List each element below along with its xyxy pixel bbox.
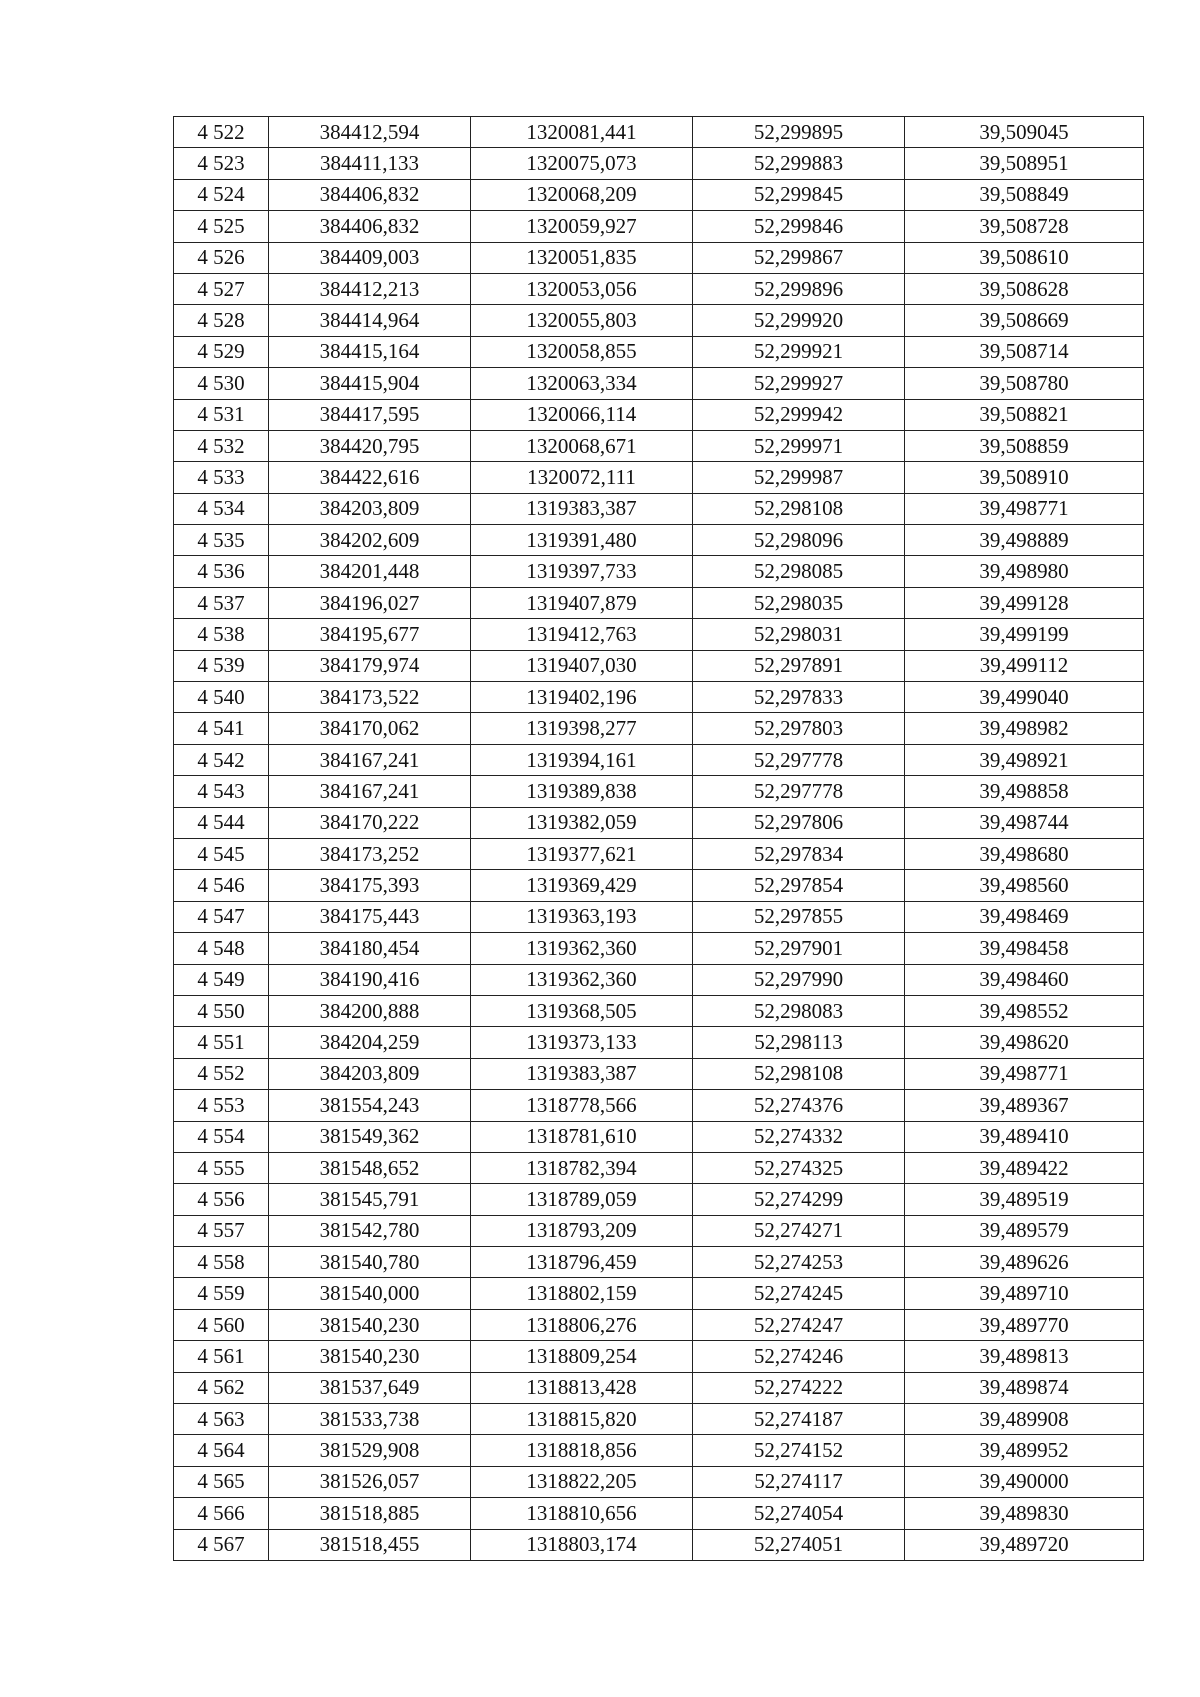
table-row: [174, 556, 1144, 587]
point-number-cell: 4 543: [174, 776, 269, 807]
longitude-cell: 39,499112: [905, 650, 1144, 681]
latitude-cell: 52,299867: [693, 242, 905, 273]
y-coordinate-cell: 1318822,205: [471, 1466, 693, 1497]
latitude-cell: 52,274187: [693, 1404, 905, 1435]
y-coordinate-cell: 1318802,159: [471, 1278, 693, 1309]
table-row: [174, 462, 1144, 493]
table-row: [174, 242, 1144, 273]
longitude-cell: 39,498771: [905, 1058, 1144, 1089]
latitude-cell: 52,274054: [693, 1498, 905, 1529]
y-coordinate-cell: 1319369,429: [471, 870, 693, 901]
table-row: [174, 273, 1144, 304]
longitude-cell: 39,489410: [905, 1121, 1144, 1152]
latitude-cell: 52,298085: [693, 556, 905, 587]
longitude-cell: 39,489908: [905, 1404, 1144, 1435]
table-row: [174, 964, 1144, 995]
x-coordinate-cell: 384412,213: [269, 273, 471, 304]
x-coordinate-cell: 381548,652: [269, 1152, 471, 1183]
longitude-cell: 39,498921: [905, 744, 1144, 775]
y-coordinate-cell: 1320068,671: [471, 430, 693, 461]
x-coordinate-cell: 384170,062: [269, 713, 471, 744]
point-number-cell: 4 551: [174, 1027, 269, 1058]
y-coordinate-cell: 1319383,387: [471, 1058, 693, 1089]
x-coordinate-cell: 381518,455: [269, 1529, 471, 1560]
x-coordinate-cell: 384201,448: [269, 556, 471, 587]
x-coordinate-cell: 381542,780: [269, 1215, 471, 1246]
y-coordinate-cell: 1318818,856: [471, 1435, 693, 1466]
point-number-cell: 4 527: [174, 273, 269, 304]
longitude-cell: 39,508951: [905, 148, 1144, 179]
point-number-cell: 4 559: [174, 1278, 269, 1309]
latitude-cell: 52,297855: [693, 901, 905, 932]
point-number-cell: 4 522: [174, 117, 269, 148]
point-number-cell: 4 525: [174, 211, 269, 242]
latitude-cell: 52,274299: [693, 1184, 905, 1215]
latitude-cell: 52,297833: [693, 682, 905, 713]
x-coordinate-cell: 384190,416: [269, 964, 471, 995]
y-coordinate-cell: 1318781,610: [471, 1121, 693, 1152]
latitude-cell: 52,298035: [693, 587, 905, 618]
table-row: [174, 1090, 1144, 1121]
table-row: [174, 1278, 1144, 1309]
y-coordinate-cell: 1318796,459: [471, 1247, 693, 1278]
y-coordinate-cell: 1318793,209: [471, 1215, 693, 1246]
x-coordinate-cell: 384202,609: [269, 525, 471, 556]
point-number-cell: 4 552: [174, 1058, 269, 1089]
x-coordinate-cell: 384179,974: [269, 650, 471, 681]
y-coordinate-cell: 1319368,505: [471, 995, 693, 1026]
table-row: [174, 682, 1144, 713]
x-coordinate-cell: 384415,164: [269, 336, 471, 367]
point-number-cell: 4 541: [174, 713, 269, 744]
longitude-cell: 39,508780: [905, 368, 1144, 399]
longitude-cell: 39,489720: [905, 1529, 1144, 1560]
point-number-cell: 4 524: [174, 179, 269, 210]
point-number-cell: 4 528: [174, 305, 269, 336]
longitude-cell: 39,498744: [905, 807, 1144, 838]
y-coordinate-cell: 1318813,428: [471, 1372, 693, 1403]
longitude-cell: 39,498680: [905, 838, 1144, 869]
y-coordinate-cell: 1320081,441: [471, 117, 693, 148]
point-number-cell: 4 553: [174, 1090, 269, 1121]
y-coordinate-cell: 1318778,566: [471, 1090, 693, 1121]
table-row: [174, 619, 1144, 650]
longitude-cell: 39,489579: [905, 1215, 1144, 1246]
table-row: [174, 807, 1144, 838]
longitude-cell: 39,508859: [905, 430, 1144, 461]
y-coordinate-cell: 1319363,193: [471, 901, 693, 932]
x-coordinate-cell: 384422,616: [269, 462, 471, 493]
table-row: [174, 148, 1144, 179]
longitude-cell: 39,508728: [905, 211, 1144, 242]
longitude-cell: 39,489874: [905, 1372, 1144, 1403]
point-number-cell: 4 557: [174, 1215, 269, 1246]
point-number-cell: 4 531: [174, 399, 269, 430]
table-row: [174, 1027, 1144, 1058]
point-number-cell: 4 565: [174, 1466, 269, 1497]
y-coordinate-cell: 1320051,835: [471, 242, 693, 273]
longitude-cell: 39,508610: [905, 242, 1144, 273]
point-number-cell: 4 563: [174, 1404, 269, 1435]
point-number-cell: 4 523: [174, 148, 269, 179]
y-coordinate-cell: 1319362,360: [471, 964, 693, 995]
table-row: [174, 1309, 1144, 1340]
point-number-cell: 4 536: [174, 556, 269, 587]
latitude-cell: 52,274245: [693, 1278, 905, 1309]
x-coordinate-cell: 384406,832: [269, 211, 471, 242]
table-row: [174, 368, 1144, 399]
x-coordinate-cell: 381540,230: [269, 1309, 471, 1340]
table-row: [174, 901, 1144, 932]
latitude-cell: 52,274051: [693, 1529, 905, 1560]
coordinates-table-body: [174, 117, 1144, 1561]
table-row: [174, 493, 1144, 524]
x-coordinate-cell: 384175,443: [269, 901, 471, 932]
y-coordinate-cell: 1320058,855: [471, 336, 693, 367]
x-coordinate-cell: 381518,885: [269, 1498, 471, 1529]
longitude-cell: 39,498889: [905, 525, 1144, 556]
y-coordinate-cell: 1319377,621: [471, 838, 693, 869]
latitude-cell: 52,298113: [693, 1027, 905, 1058]
x-coordinate-cell: 384173,252: [269, 838, 471, 869]
point-number-cell: 4 544: [174, 807, 269, 838]
x-coordinate-cell: 381533,738: [269, 1404, 471, 1435]
latitude-cell: 52,299971: [693, 430, 905, 461]
table-row: [174, 650, 1144, 681]
x-coordinate-cell: 381549,362: [269, 1121, 471, 1152]
y-coordinate-cell: 1320059,927: [471, 211, 693, 242]
longitude-cell: 39,498469: [905, 901, 1144, 932]
latitude-cell: 52,297891: [693, 650, 905, 681]
x-coordinate-cell: 384415,904: [269, 368, 471, 399]
point-number-cell: 4 530: [174, 368, 269, 399]
y-coordinate-cell: 1320066,114: [471, 399, 693, 430]
table-row: [174, 1215, 1144, 1246]
y-coordinate-cell: 1320075,073: [471, 148, 693, 179]
y-coordinate-cell: 1319402,196: [471, 682, 693, 713]
x-coordinate-cell: 384167,241: [269, 776, 471, 807]
point-number-cell: 4 566: [174, 1498, 269, 1529]
x-coordinate-cell: 384175,393: [269, 870, 471, 901]
x-coordinate-cell: 384170,222: [269, 807, 471, 838]
latitude-cell: 52,297901: [693, 933, 905, 964]
table-row: [174, 525, 1144, 556]
latitude-cell: 52,298031: [693, 619, 905, 650]
point-number-cell: 4 542: [174, 744, 269, 775]
y-coordinate-cell: 1319407,879: [471, 587, 693, 618]
longitude-cell: 39,508714: [905, 336, 1144, 367]
y-coordinate-cell: 1319389,838: [471, 776, 693, 807]
latitude-cell: 52,297990: [693, 964, 905, 995]
y-coordinate-cell: 1318782,394: [471, 1152, 693, 1183]
longitude-cell: 39,489422: [905, 1152, 1144, 1183]
y-coordinate-cell: 1319383,387: [471, 493, 693, 524]
latitude-cell: 52,298096: [693, 525, 905, 556]
latitude-cell: 52,274332: [693, 1121, 905, 1152]
latitude-cell: 52,299895: [693, 117, 905, 148]
y-coordinate-cell: 1318806,276: [471, 1309, 693, 1340]
y-coordinate-cell: 1318815,820: [471, 1404, 693, 1435]
longitude-cell: 39,489367: [905, 1090, 1144, 1121]
point-number-cell: 4 532: [174, 430, 269, 461]
x-coordinate-cell: 384204,259: [269, 1027, 471, 1058]
x-coordinate-cell: 384411,133: [269, 148, 471, 179]
latitude-cell: 52,298108: [693, 1058, 905, 1089]
y-coordinate-cell: 1318810,656: [471, 1498, 693, 1529]
point-number-cell: 4 562: [174, 1372, 269, 1403]
y-coordinate-cell: 1319373,133: [471, 1027, 693, 1058]
longitude-cell: 39,498458: [905, 933, 1144, 964]
x-coordinate-cell: 384167,241: [269, 744, 471, 775]
table-row: [174, 744, 1144, 775]
latitude-cell: 52,274253: [693, 1247, 905, 1278]
latitude-cell: 52,274222: [693, 1372, 905, 1403]
point-number-cell: 4 540: [174, 682, 269, 713]
longitude-cell: 39,498560: [905, 870, 1144, 901]
latitude-cell: 52,274152: [693, 1435, 905, 1466]
table-row: [174, 838, 1144, 869]
point-number-cell: 4 555: [174, 1152, 269, 1183]
latitude-cell: 52,274271: [693, 1215, 905, 1246]
x-coordinate-cell: 381540,000: [269, 1278, 471, 1309]
longitude-cell: 39,498620: [905, 1027, 1144, 1058]
x-coordinate-cell: 384180,454: [269, 933, 471, 964]
x-coordinate-cell: 384195,677: [269, 619, 471, 650]
x-coordinate-cell: 384203,809: [269, 1058, 471, 1089]
latitude-cell: 52,299942: [693, 399, 905, 430]
x-coordinate-cell: 381540,780: [269, 1247, 471, 1278]
table-row: [174, 870, 1144, 901]
table-row: [174, 933, 1144, 964]
x-coordinate-cell: 384409,003: [269, 242, 471, 273]
longitude-cell: 39,498460: [905, 964, 1144, 995]
x-coordinate-cell: 384203,809: [269, 493, 471, 524]
point-number-cell: 4 538: [174, 619, 269, 650]
longitude-cell: 39,509045: [905, 117, 1144, 148]
y-coordinate-cell: 1319407,030: [471, 650, 693, 681]
x-coordinate-cell: 384200,888: [269, 995, 471, 1026]
table-row: [174, 776, 1144, 807]
x-coordinate-cell: 381537,649: [269, 1372, 471, 1403]
point-number-cell: 4 564: [174, 1435, 269, 1466]
longitude-cell: 39,499040: [905, 682, 1144, 713]
table-row: [174, 1435, 1144, 1466]
latitude-cell: 52,299920: [693, 305, 905, 336]
longitude-cell: 39,498552: [905, 995, 1144, 1026]
y-coordinate-cell: 1320068,209: [471, 179, 693, 210]
table-row: [174, 1152, 1144, 1183]
latitude-cell: 52,299987: [693, 462, 905, 493]
x-coordinate-cell: 381529,908: [269, 1435, 471, 1466]
longitude-cell: 39,489813: [905, 1341, 1144, 1372]
longitude-cell: 39,489830: [905, 1498, 1144, 1529]
table-row: [174, 1184, 1144, 1215]
x-coordinate-cell: 381545,791: [269, 1184, 471, 1215]
point-number-cell: 4 548: [174, 933, 269, 964]
table-row: [174, 1372, 1144, 1403]
y-coordinate-cell: 1319412,763: [471, 619, 693, 650]
table-row: [174, 1058, 1144, 1089]
point-number-cell: 4 567: [174, 1529, 269, 1560]
latitude-cell: 52,274117: [693, 1466, 905, 1497]
y-coordinate-cell: 1318803,174: [471, 1529, 693, 1560]
latitude-cell: 52,274376: [693, 1090, 905, 1121]
latitude-cell: 52,298108: [693, 493, 905, 524]
y-coordinate-cell: 1318789,059: [471, 1184, 693, 1215]
point-number-cell: 4 547: [174, 901, 269, 932]
latitude-cell: 52,297806: [693, 807, 905, 838]
point-number-cell: 4 535: [174, 525, 269, 556]
point-number-cell: 4 560: [174, 1309, 269, 1340]
x-coordinate-cell: 381540,230: [269, 1341, 471, 1372]
longitude-cell: 39,499128: [905, 587, 1144, 618]
y-coordinate-cell: 1319382,059: [471, 807, 693, 838]
table-row: [174, 399, 1144, 430]
x-coordinate-cell: 384406,832: [269, 179, 471, 210]
y-coordinate-cell: 1319398,277: [471, 713, 693, 744]
longitude-cell: 39,489952: [905, 1435, 1144, 1466]
table-row: [174, 587, 1144, 618]
longitude-cell: 39,508669: [905, 305, 1144, 336]
point-number-cell: 4 539: [174, 650, 269, 681]
y-coordinate-cell: 1318809,254: [471, 1341, 693, 1372]
y-coordinate-cell: 1319397,733: [471, 556, 693, 587]
longitude-cell: 39,498858: [905, 776, 1144, 807]
point-number-cell: 4 533: [174, 462, 269, 493]
latitude-cell: 52,297803: [693, 713, 905, 744]
latitude-cell: 52,297834: [693, 838, 905, 869]
latitude-cell: 52,299896: [693, 273, 905, 304]
y-coordinate-cell: 1319394,161: [471, 744, 693, 775]
longitude-cell: 39,508910: [905, 462, 1144, 493]
latitude-cell: 52,274325: [693, 1152, 905, 1183]
latitude-cell: 52,274246: [693, 1341, 905, 1372]
table-row: [174, 430, 1144, 461]
point-number-cell: 4 545: [174, 838, 269, 869]
longitude-cell: 39,508628: [905, 273, 1144, 304]
x-coordinate-cell: 384196,027: [269, 587, 471, 618]
longitude-cell: 39,508821: [905, 399, 1144, 430]
x-coordinate-cell: 384414,964: [269, 305, 471, 336]
longitude-cell: 39,508849: [905, 179, 1144, 210]
x-coordinate-cell: 381554,243: [269, 1090, 471, 1121]
table-row: [174, 1121, 1144, 1152]
table-row: [174, 117, 1144, 148]
latitude-cell: 52,299883: [693, 148, 905, 179]
point-number-cell: 4 537: [174, 587, 269, 618]
latitude-cell: 52,297854: [693, 870, 905, 901]
table-row: [174, 336, 1144, 367]
latitude-cell: 52,298083: [693, 995, 905, 1026]
longitude-cell: 39,489770: [905, 1309, 1144, 1340]
point-number-cell: 4 554: [174, 1121, 269, 1152]
longitude-cell: 39,498982: [905, 713, 1144, 744]
latitude-cell: 52,297778: [693, 744, 905, 775]
table-row: [174, 995, 1144, 1026]
table-row: [174, 179, 1144, 210]
y-coordinate-cell: 1320053,056: [471, 273, 693, 304]
latitude-cell: 52,299921: [693, 336, 905, 367]
longitude-cell: 39,489710: [905, 1278, 1144, 1309]
x-coordinate-cell: 384420,795: [269, 430, 471, 461]
point-number-cell: 4 534: [174, 493, 269, 524]
coordinates-table: [173, 116, 1144, 1561]
latitude-cell: 52,297778: [693, 776, 905, 807]
table-row: [174, 1529, 1144, 1560]
x-coordinate-cell: 381526,057: [269, 1466, 471, 1497]
longitude-cell: 39,498771: [905, 493, 1144, 524]
table-row: [174, 1498, 1144, 1529]
x-coordinate-cell: 384173,522: [269, 682, 471, 713]
table-row: [174, 713, 1144, 744]
table-row: [174, 1404, 1144, 1435]
longitude-cell: 39,499199: [905, 619, 1144, 650]
longitude-cell: 39,489519: [905, 1184, 1144, 1215]
table-row: [174, 1466, 1144, 1497]
latitude-cell: 52,299927: [693, 368, 905, 399]
y-coordinate-cell: 1319391,480: [471, 525, 693, 556]
point-number-cell: 4 526: [174, 242, 269, 273]
point-number-cell: 4 550: [174, 995, 269, 1026]
table-row: [174, 1247, 1144, 1278]
point-number-cell: 4 556: [174, 1184, 269, 1215]
point-number-cell: 4 546: [174, 870, 269, 901]
table-row: [174, 305, 1144, 336]
point-number-cell: 4 558: [174, 1247, 269, 1278]
y-coordinate-cell: 1320072,111: [471, 462, 693, 493]
latitude-cell: 52,299845: [693, 179, 905, 210]
latitude-cell: 52,299846: [693, 211, 905, 242]
table-row: [174, 1341, 1144, 1372]
longitude-cell: 39,489626: [905, 1247, 1144, 1278]
y-coordinate-cell: 1319362,360: [471, 933, 693, 964]
y-coordinate-cell: 1320055,803: [471, 305, 693, 336]
point-number-cell: 4 549: [174, 964, 269, 995]
point-number-cell: 4 561: [174, 1341, 269, 1372]
x-coordinate-cell: 384412,594: [269, 117, 471, 148]
longitude-cell: 39,498980: [905, 556, 1144, 587]
y-coordinate-cell: 1320063,334: [471, 368, 693, 399]
table-row: [174, 211, 1144, 242]
latitude-cell: 52,274247: [693, 1309, 905, 1340]
point-number-cell: 4 529: [174, 336, 269, 367]
longitude-cell: 39,490000: [905, 1466, 1144, 1497]
x-coordinate-cell: 384417,595: [269, 399, 471, 430]
